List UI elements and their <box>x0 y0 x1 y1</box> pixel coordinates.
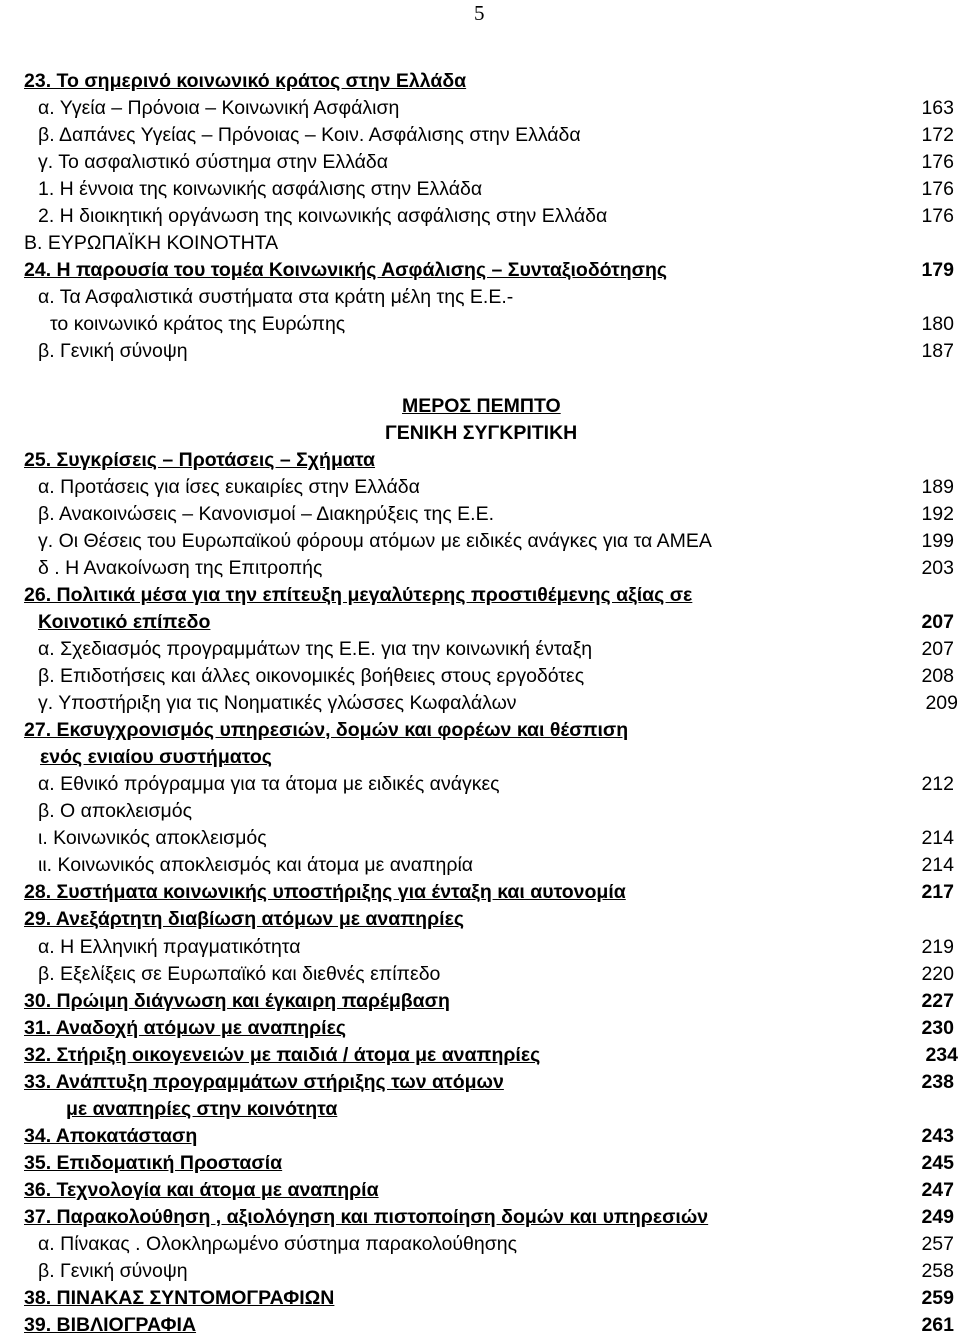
toc-entry <box>0 1177 960 1204</box>
toc-entry <box>0 717 960 744</box>
toc-entry-title: ενός ενιαίου συστήματος <box>40 746 272 769</box>
toc-entry <box>0 1204 960 1231</box>
toc-entry <box>0 176 960 203</box>
toc-entry-page-number: 189 <box>921 475 954 498</box>
toc-entry-page-number: 247 <box>921 1178 954 1201</box>
toc-entry-title: 25. Συγκρίσεις – Προτάσεις – Σχήματα <box>24 448 376 471</box>
toc-entry <box>0 582 960 609</box>
toc-entry <box>0 1015 960 1042</box>
toc-entry <box>0 1042 960 1069</box>
toc-entry <box>0 690 960 717</box>
toc-entry-title: 34. Αποκατάσταση <box>24 1124 198 1147</box>
toc-entry-page-number: 199 <box>921 529 954 552</box>
toc-entry-title: 32. Στήριξη οικογενειών με παιδιά / άτομα με αναπηρίες <box>24 1043 541 1066</box>
toc-entry <box>0 555 960 582</box>
toc-entry-page-number: 238 <box>921 1070 954 1093</box>
toc-entry-title: 31. Αναδοχή ατόμων με αναπηρίες <box>24 1016 346 1039</box>
toc-entry-title: β. Δαπάνες Υγείας – Πρόνοιας – Κοιν. Ασφάλισης στην Ελλάδα <box>38 124 581 147</box>
toc-entry-page-number: 261 <box>921 1314 954 1337</box>
toc-entry-title: α. Σχεδιασμός προγραμμάτων της Ε.Ε. για την κοινωνική ένταξη <box>38 637 593 660</box>
toc-entry <box>0 501 960 528</box>
toc-entry-title: β. Γενική σύνοψη <box>38 1260 188 1283</box>
toc-entry <box>0 420 960 447</box>
toc-entry <box>0 1096 960 1123</box>
toc-entry <box>0 636 960 663</box>
toc-entry-title: 2. Η διοικητική οργάνωση της κοινωνικής ασφάλισης στην Ελλάδα <box>38 205 608 228</box>
toc-entry-title: β. Ανακοινώσεις – Κανονισμοί – Διακηρύξεις της Ε.Ε. <box>38 502 494 525</box>
table-of-contents <box>0 68 960 1339</box>
toc-entry-page-number: 212 <box>921 773 954 796</box>
toc-entry-title: 29. Ανεξάρτητη διαβίωση ατόμων με αναπηρίες <box>24 908 464 931</box>
toc-entry-title: 24. Η παρουσία του τομέα Κοινωνικής Ασφάλισης – Συνταξιοδότησης <box>24 259 668 282</box>
toc-entry-page-number: 259 <box>921 1287 954 1310</box>
toc-entry-title: 37. Παρακολούθηση , αξιολόγηση και πιστοποίηση δομών και υπηρεσιών <box>24 1205 709 1228</box>
toc-entry-page-number: 180 <box>921 313 954 336</box>
toc-entry-page-number: 208 <box>921 665 954 688</box>
toc-entry-title: Κοινοτικό επίπεδο <box>38 610 211 633</box>
toc-entry-page-number: 249 <box>921 1205 954 1228</box>
toc-entry <box>0 474 960 501</box>
toc-entry-title: 30. Πρώιμη διάγνωση και έγκαιρη παρέμβαση <box>24 989 450 1012</box>
toc-entry <box>0 798 960 825</box>
toc-entry-title: 1. Η έννοια της κοινωνικής ασφάλισης στην Ελλάδα <box>38 178 483 201</box>
toc-entry <box>0 338 960 365</box>
toc-entry <box>0 149 960 176</box>
toc-entry-title: β. Επιδοτήσεις και άλλες οικονομικές βοήθειες στους εργοδότες <box>38 665 585 688</box>
toc-entry <box>0 1258 960 1285</box>
toc-entry-title: 28. Συστήματα κοινωνικής υποστήριξης για ένταξη και αυτονομία <box>24 881 626 904</box>
toc-entry <box>0 366 960 393</box>
toc-entry <box>0 663 960 690</box>
toc-entry <box>0 1069 960 1096</box>
toc-entry-page-number: 245 <box>921 1151 954 1174</box>
toc-entry <box>0 825 960 852</box>
toc-entry <box>0 1285 960 1312</box>
toc-entry-title: 39. ΒΙΒΛΙΟΓΡΑΦΙΑ <box>24 1314 197 1337</box>
toc-entry-page-number: 176 <box>921 178 954 201</box>
toc-entry <box>0 257 960 284</box>
toc-entry <box>0 744 960 771</box>
toc-entry <box>0 1312 960 1339</box>
toc-entry-title: 36. Τεχνολογία και άτομα με αναπηρία <box>24 1178 379 1201</box>
toc-entry-title: γ. Υποστήριξη για τις Νοηματικές γλώσσες Κωφαλάλων <box>38 692 517 715</box>
toc-entry-page-number: 207 <box>921 637 954 660</box>
toc-entry-page-number: 217 <box>921 881 954 904</box>
toc-entry-page-number: 172 <box>921 124 954 147</box>
toc-entry-page-number: 257 <box>921 1233 954 1256</box>
toc-entry-page-number: 207 <box>921 610 954 633</box>
toc-entry <box>0 122 960 149</box>
toc-entry <box>0 528 960 555</box>
toc-entry-page-number: 258 <box>921 1260 954 1283</box>
toc-entry-title: α. Τα Ασφαλιστικά συστήματα στα κράτη μέλη της Ε.Ε.- <box>38 286 514 309</box>
toc-entry-page-number: 214 <box>921 854 954 877</box>
toc-entry-title: 38. ΠΙΝΑΚΑΣ ΣΥΝΤΟΜΟΓΡΑΦΙΩΝ <box>24 1287 335 1310</box>
toc-entry-page-number: 163 <box>921 97 954 120</box>
toc-entry-title: με αναπηρίες στην κοινότητα <box>66 1097 338 1120</box>
toc-entry-page-number: 179 <box>921 259 954 282</box>
toc-entry <box>0 284 960 311</box>
toc-entry-page-number: 203 <box>921 556 954 579</box>
toc-entry-page-number: 214 <box>921 827 954 850</box>
toc-entry <box>0 934 960 961</box>
toc-entry <box>0 1123 960 1150</box>
toc-entry-title: το κοινωνικό κράτος της Ευρώπης <box>50 313 346 336</box>
toc-entry-title: β. Γενική σύνοψη <box>38 340 188 363</box>
toc-entry <box>0 961 960 988</box>
toc-entry-title: α. Υγεία – Πρόνοια – Κοινωνική Ασφάλιση <box>38 97 400 120</box>
toc-entry-title: β. Εξελίξεις σε Ευρωπαϊκό και διεθνές επίπεδο <box>38 962 441 985</box>
toc-entry-title: α. Η Ελληνική πραγματικότητα <box>38 935 301 958</box>
toc-entry <box>0 852 960 879</box>
toc-entry-page-number: 209 <box>925 692 958 715</box>
toc-entry-title: 27. Εκσυγχρονισμός υπηρεσιών, δομών και φορέων και θέσπιση <box>24 719 629 742</box>
toc-entry-title: 35. Επιδοματική Προστασία <box>24 1151 283 1174</box>
toc-entry <box>0 609 960 636</box>
toc-entry <box>0 230 960 257</box>
toc-entry-title: ΜΕΡΟΣ ΠΕΜΠΤΟ <box>402 394 561 417</box>
toc-entry-title: β. Ο αποκλεισμός <box>38 800 192 823</box>
toc-entry-page-number: 192 <box>921 502 954 525</box>
toc-entry-title: γ. Οι Θέσεις του Ευρωπαϊκού φόρουμ ατόμων με ειδικές ανάγκες για τα ΑΜΕΑ <box>38 529 712 552</box>
toc-entry <box>0 1231 960 1258</box>
toc-entry-title: α. Προτάσεις για ίσες ευκαιρίες στην Ελλάδα <box>38 475 420 498</box>
toc-entry <box>0 68 960 95</box>
toc-entry <box>0 311 960 338</box>
toc-entry-title: ι. Κοινωνικός αποκλεισμός <box>38 827 267 850</box>
toc-entry-page-number: 176 <box>921 205 954 228</box>
toc-entry-page-number: 187 <box>921 340 954 363</box>
toc-entry-title: δ . Η Ανακοίνωση της Επιτροπής <box>38 556 323 579</box>
toc-entry-page-number: 243 <box>921 1124 954 1147</box>
toc-entry-title: 23. Το σημερινό κοινωνικό κράτος στην Ελλάδα <box>24 70 467 92</box>
toc-entry-title: α. Εθνικό πρόγραμμα για τα άτομα με ειδικές ανάγκες <box>38 773 500 796</box>
toc-entry-title: ιι. Κοινωνικός αποκλεισμός και άτομα με αναπηρία <box>38 854 474 877</box>
toc-entry <box>0 988 960 1015</box>
toc-entry <box>0 1150 960 1177</box>
toc-entry <box>0 447 960 474</box>
toc-entry-title: 26. Πολιτικά μέσα για την επίτευξη μεγαλύτερης προστιθέμενης αξίας σε <box>24 583 693 606</box>
page-number: 5 <box>474 1 485 25</box>
toc-entry <box>0 771 960 798</box>
toc-entry-title: Β. ΕΥΡΩΠΑΪΚΗ ΚΟΙΝΟΤΗΤΑ <box>24 232 279 255</box>
toc-entry <box>0 203 960 230</box>
toc-entry-page-number: 220 <box>921 962 954 985</box>
toc-entry-title: γ. Το ασφαλιστικό σύστημα στην Ελλάδα <box>38 151 388 174</box>
toc-entry <box>0 879 960 906</box>
toc-entry-title: α. Πίνακας . Ολοκληρωμένο σύστημα παρακολούθησης <box>38 1233 517 1256</box>
toc-entry-page-number: 234 <box>925 1043 958 1066</box>
toc-entry-page-number: 230 <box>921 1016 954 1039</box>
toc-entry <box>0 906 960 933</box>
toc-entry-page-number: 227 <box>921 989 954 1012</box>
toc-entry <box>0 393 960 420</box>
toc-entry-page-number: 176 <box>921 151 954 174</box>
toc-entry <box>0 95 960 122</box>
toc-entry-title: 33. Ανάπτυξη προγραμμάτων στήριξης των ατόμων <box>24 1070 504 1093</box>
toc-entry-title: ΓΕΝΙΚΗ ΣΥΓΚΡΙΤΙΚΗ <box>385 421 578 444</box>
toc-entry-page-number: 219 <box>921 935 954 958</box>
